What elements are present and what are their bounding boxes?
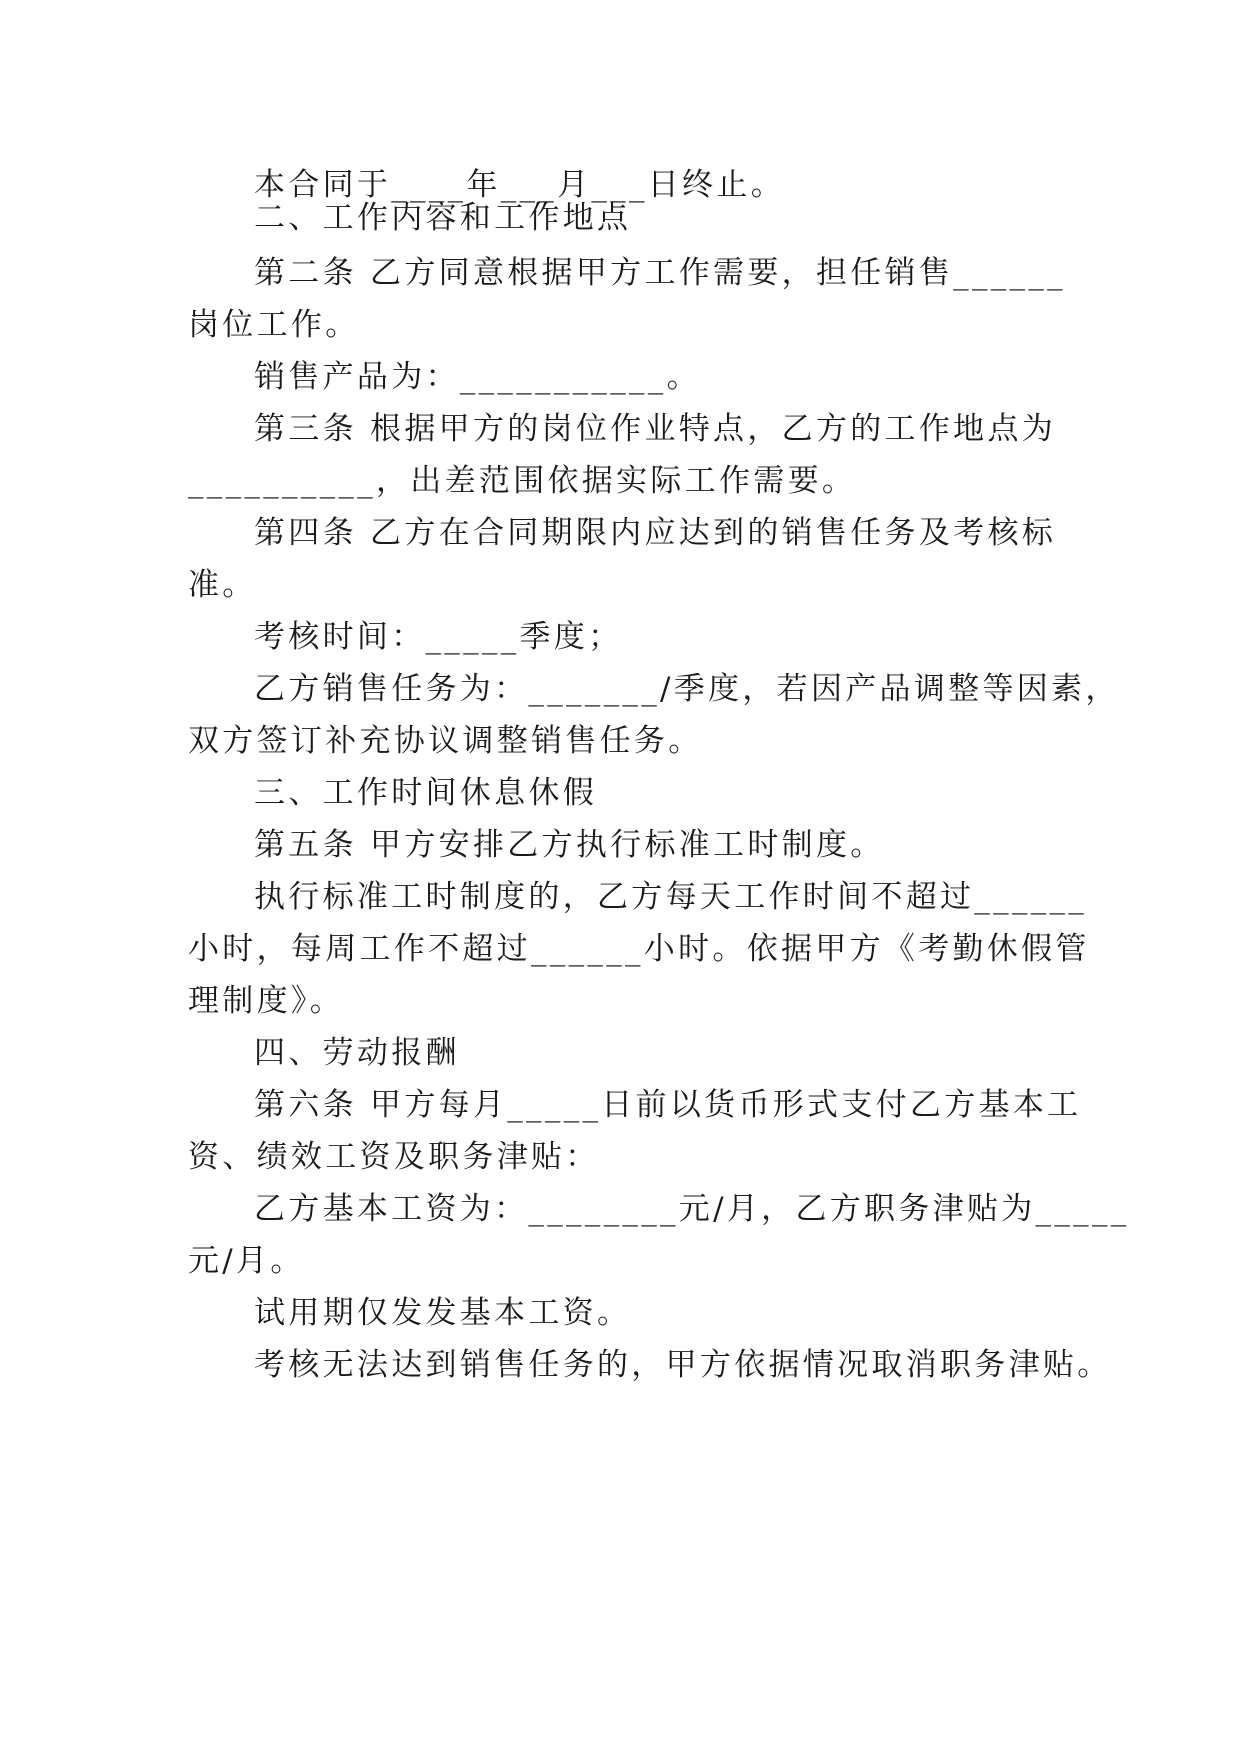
text-line: 小时，每周工作不超过______小时。依据甲方《考勤休假管: [188, 931, 1090, 967]
text-line: 考核无法达到销售任务的，甲方依据情况取消职务津贴。: [254, 1347, 1112, 1383]
text-line: 销售产品为：___________。: [254, 359, 701, 395]
text-line: 第三条 根据甲方的岗位作业特点，乙方的工作地点为: [254, 411, 1057, 447]
text-line: 乙方销售任务为：_______/季度，若因产品调整等因素，: [254, 671, 1120, 707]
text-line: 准。: [188, 567, 257, 603]
text-line: 第二条 乙方同意根据甲方工作需要，担任销售______: [254, 255, 1066, 291]
text-line: 理制度》。: [188, 983, 344, 1019]
text-line: 考核时间：_____季度；: [254, 619, 623, 655]
text-line: 本合同于____年___月___日终止。: [254, 167, 785, 203]
text-line: 岗位工作。: [188, 307, 360, 343]
text-line: 第六条 甲方每月_____日前以货币形式支付乙方基本工: [254, 1087, 1082, 1123]
text-line: 第五条 甲方安排乙方执行标准工时制度。: [254, 827, 885, 863]
text-line: 资、绩效工资及职务津贴：: [188, 1139, 600, 1175]
text-line: 执行标准工时制度的，乙方每天工作时间不超过______: [254, 879, 1088, 915]
text-line: __________，出差范围依据实际工作需要。: [188, 463, 857, 499]
text-line: 第四条 乙方在合同期限内应达到的销售任务及考核标: [254, 515, 1057, 551]
text-line: 双方签订补充协议调整销售任务。: [188, 723, 703, 759]
section-heading: 三、工作时间休息休假: [254, 775, 597, 811]
section-heading: 四、劳动报酬: [254, 1035, 460, 1071]
section-heading: 二、工作内容和工作地点: [254, 200, 632, 236]
text-line: 元/月。: [188, 1243, 305, 1279]
text-line: 乙方基本工资为：________元/月，乙方职务津贴为_____: [254, 1191, 1130, 1227]
text-line: 试用期仅发发基本工资。: [254, 1295, 632, 1331]
